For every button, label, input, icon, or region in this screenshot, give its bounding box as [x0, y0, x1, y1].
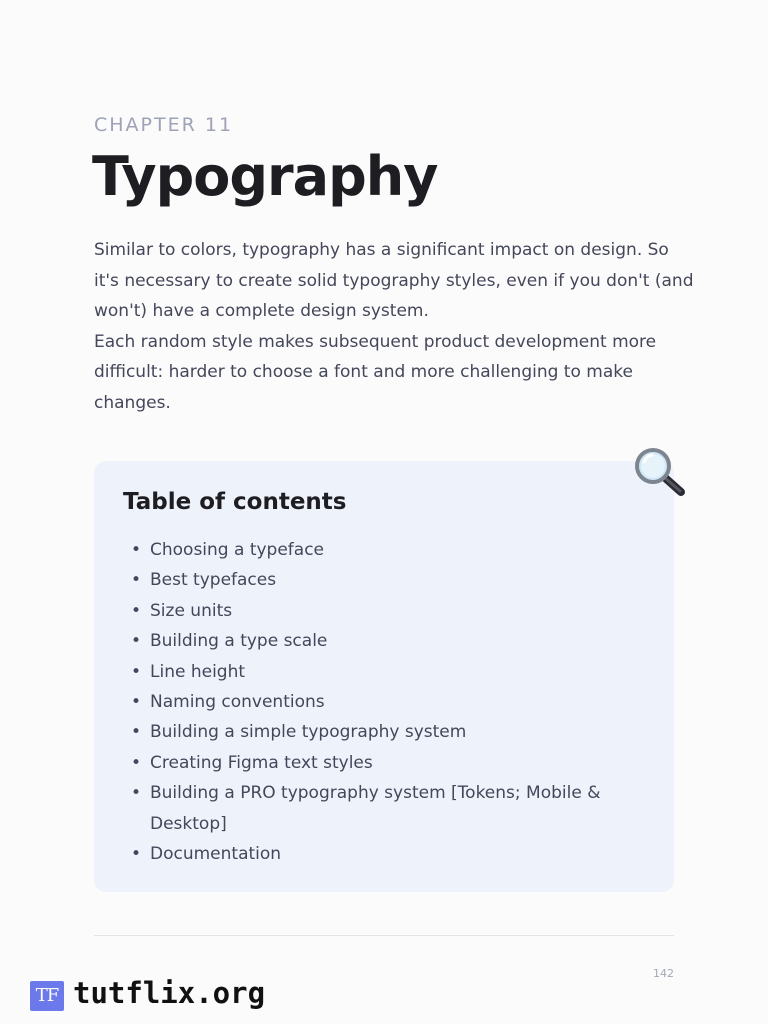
toc-item[interactable]: • Best typefaces: [131, 565, 631, 595]
intro-paragraph: Each random style makes subsequent product development more difficult: harder to choose a font and more challenging to make changes.: [94, 331, 657, 413]
page-title: Typography: [92, 145, 438, 208]
intro-text: [94, 235, 694, 418]
toc-item[interactable]: • Building a simple typography system: [131, 717, 631, 747]
magnifying-glass-icon: [633, 446, 689, 498]
toc-list: [131, 535, 631, 869]
toc-item[interactable]: • Building a type scale: [131, 626, 631, 656]
table-of-contents: [94, 461, 674, 892]
toc-title: Table of contents: [123, 489, 347, 515]
logo-text[interactable]: tutflix.org: [73, 976, 266, 1010]
logo-badge: TF: [30, 981, 64, 1011]
intro-paragraph: Similar to colors, typography has a significant impact on design. So it's necessary to create solid typography styles, even if you don't (and won't) have a complete design system.: [94, 240, 694, 321]
toc-item[interactable]: • Documentation: [131, 839, 631, 869]
footer-divider: [94, 935, 674, 936]
toc-item[interactable]: • Size units: [131, 596, 631, 626]
chapter-label: CHAPTER 11: [94, 114, 234, 136]
toc-item[interactable]: • Naming conventions: [131, 687, 631, 717]
toc-item[interactable]: • Choosing a typeface: [131, 535, 631, 565]
page-number: 142: [653, 967, 674, 980]
toc-item[interactable]: • Building a PRO typography system [Tokens; Mobile & Desktop]: [131, 778, 631, 839]
toc-item[interactable]: • Line height: [131, 657, 631, 687]
toc-item[interactable]: • Creating Figma text styles: [131, 748, 631, 778]
